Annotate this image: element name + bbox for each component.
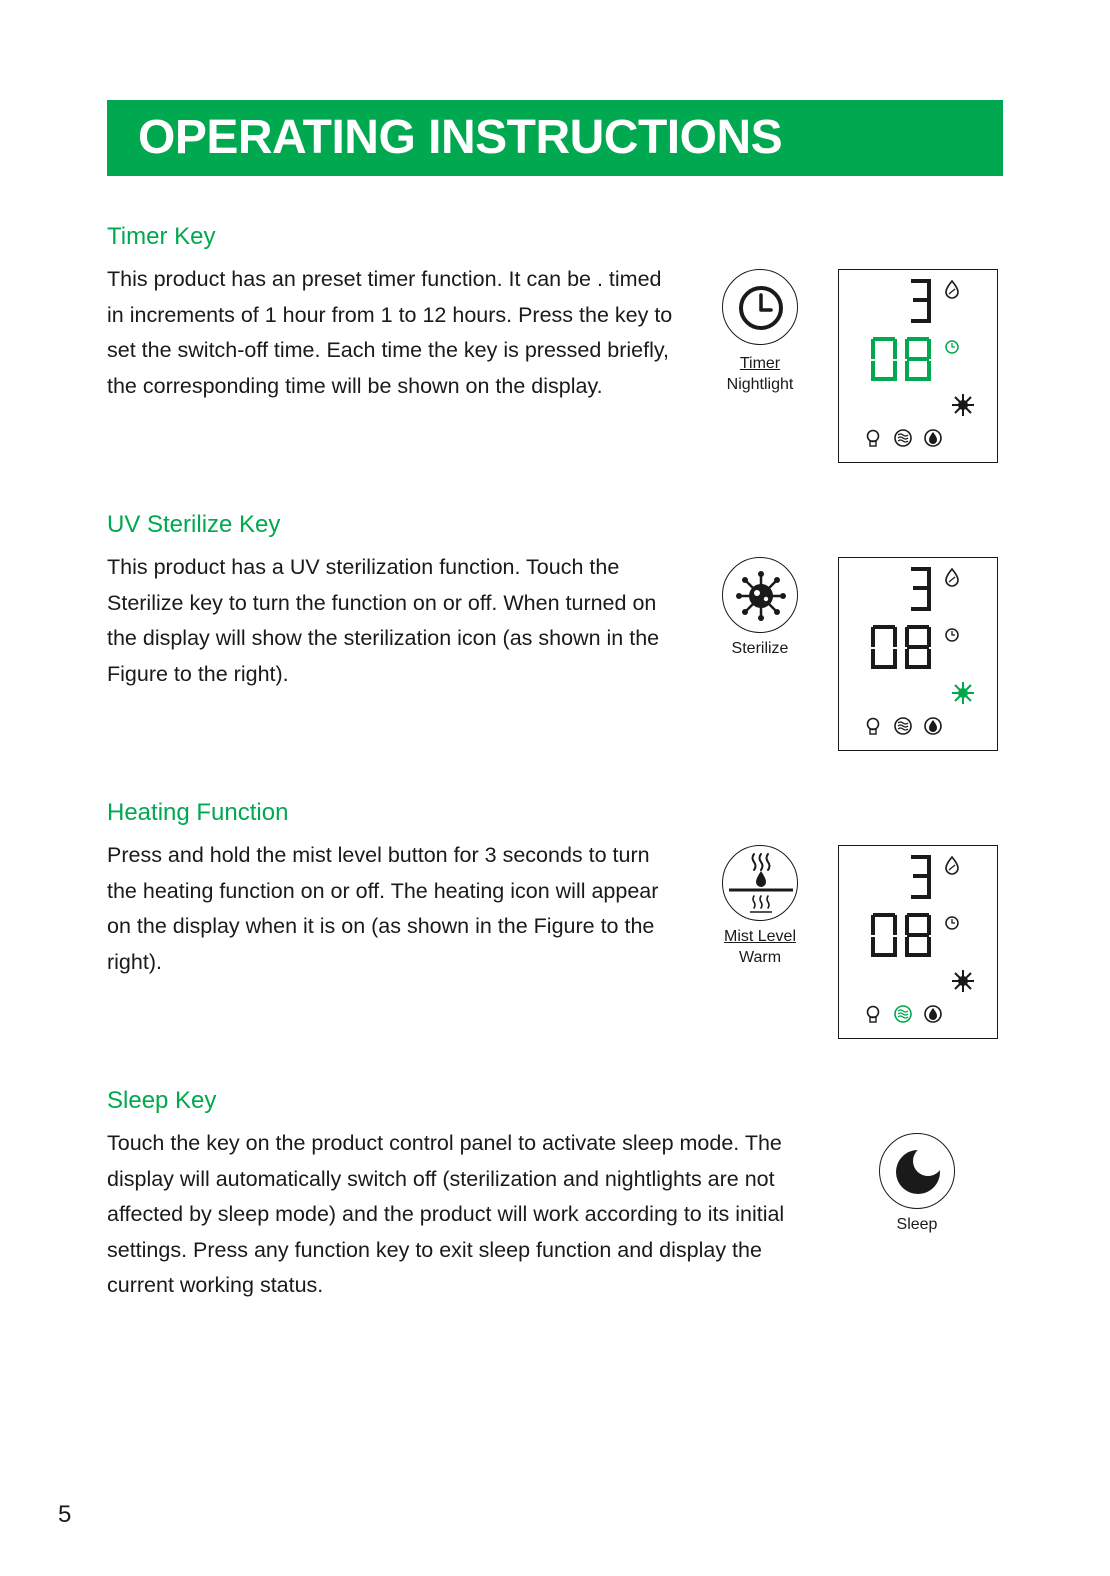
- section-sleep: [107, 1084, 1107, 1304]
- clock-icon: [723, 270, 799, 346]
- timer-digits: [871, 337, 931, 381]
- key-label-secondary: Nightlight: [726, 376, 794, 393]
- display-screen: [839, 846, 999, 1040]
- display-panel-heating: [838, 845, 998, 1039]
- sterilize-key-button[interactable]: [722, 557, 798, 633]
- section-heading: Sleep Key: [107, 1087, 217, 1114]
- sleep-key-button[interactable]: [879, 1133, 955, 1209]
- sun-icon: [952, 682, 974, 704]
- display-screen: [839, 558, 999, 752]
- key-label-secondary: Warm: [738, 949, 782, 966]
- section-heading: Timer Key: [107, 223, 216, 250]
- clock-indicator-icon: [946, 629, 958, 641]
- timer-key-label: [700, 353, 820, 395]
- header-banner: [107, 100, 1003, 176]
- mist-level-digit: [911, 567, 931, 611]
- key-label-primary: Mist Level: [723, 928, 797, 945]
- heating-icon: [895, 1006, 911, 1022]
- water-drop-icon: [946, 281, 958, 298]
- key-label-primary: Timer: [739, 355, 781, 372]
- clock-indicator-icon: [946, 341, 958, 353]
- section-body: Press and hold the mist level button for 3 seconds to turn the heating function on or off. The heating icon will appear on the display when it is on (as shown in the Figure to the right).: [107, 843, 659, 974]
- water-drop-icon: [946, 569, 958, 586]
- clock-indicator-icon: [946, 917, 958, 929]
- mist-level-key-button[interactable]: [722, 845, 798, 921]
- bulb-icon: [868, 431, 879, 447]
- sun-icon: [952, 394, 974, 416]
- key-label-primary: Sleep: [896, 1216, 938, 1233]
- moon-icon: [880, 1134, 956, 1210]
- timer-key-button[interactable]: [722, 269, 798, 345]
- section-heading: Heating Function: [107, 799, 289, 826]
- bulb-icon: [868, 1007, 879, 1023]
- display-panel-timer: [838, 269, 998, 463]
- mist-heat-icon: [723, 846, 799, 922]
- section-body: Touch the key on the product control panel to activate sleep mode. The display will automatically switch off (sterilization and nightlights are not affected by sleep mode) and the product will work according to its initial settings. Press any function key to exit sleep function and display the current working status.: [107, 1131, 785, 1297]
- section-body: This product has a UV sterilization function. Touch the Sterilize key to turn the function on or off. When turned on the display will show the sterilization icon (as shown in the Figure to the right).: [107, 555, 660, 686]
- display-panel-sterilize: [838, 557, 998, 751]
- humidity-icon: [925, 430, 941, 446]
- section-body: This product has an preset timer function. It can be . timed in increments of 1 hour from 1 to 12 hours. Press the key to set the switch-off time. Each time the key is pressed briefly, the corresponding time will be shown on the display.: [107, 267, 673, 398]
- timer-digits: [871, 913, 931, 957]
- virus-icon: [723, 558, 799, 634]
- heating-icon: [895, 430, 911, 446]
- mist-level-digit: [911, 279, 931, 323]
- sterilize-key-label: [700, 638, 820, 659]
- mist-level-digit: [911, 855, 931, 899]
- mist-level-key-label: [700, 926, 820, 968]
- humidity-icon: [925, 718, 941, 734]
- section-heading: UV Sterilize Key: [107, 511, 281, 538]
- page-title: OPERATING INSTRUCTIONS: [138, 111, 783, 164]
- water-drop-icon: [946, 857, 958, 874]
- heating-icon: [895, 718, 911, 734]
- sleep-key-label: [857, 1214, 977, 1235]
- sun-icon: [952, 970, 974, 992]
- page-number: 5: [58, 1501, 72, 1528]
- key-label-primary: Sterilize: [731, 640, 789, 657]
- timer-digits: [871, 625, 931, 669]
- humidity-icon: [925, 1006, 941, 1022]
- bulb-icon: [868, 719, 879, 735]
- display-screen: [839, 270, 999, 464]
